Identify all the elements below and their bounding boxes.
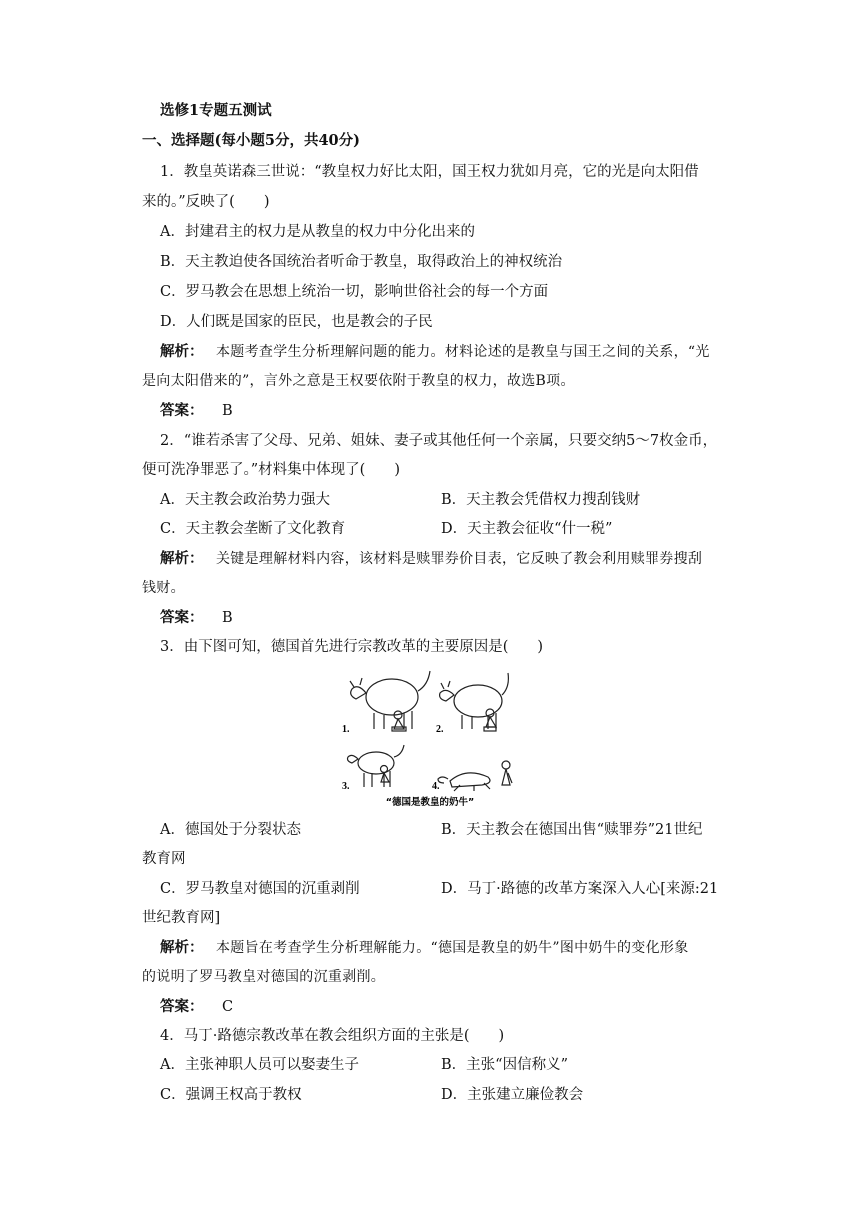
q3-analysis-line2: 的说明了罗马教皇对德国的沉重剥削。 (142, 969, 386, 985)
q1-option-b: B．天主教迫使各国统治者听命于教皇，取得政治上的神权统治 (160, 254, 563, 270)
q4-option-a: A．主张神职人员可以娶妻生子 (160, 1057, 359, 1073)
q1-option-a: A．封建君主的权力是从教皇的权力中分化出来的 (160, 224, 475, 240)
q2-analysis-label: 解析： (160, 550, 204, 567)
panel-label-2: 2. (436, 724, 444, 735)
q1-analysis-line1: 本题考查学生分析理解问题的能力。材料论述的是教皇与国王之间的关系，“光 (216, 344, 710, 360)
panel-label-3: 3. (342, 781, 350, 792)
section-heading: 一、选择题(每小题5分，共40分) (142, 132, 360, 149)
q3-answer: C (222, 999, 234, 1015)
q3-analysis-line1: 本题旨在考查学生分析理解能力。“德国是教皇的奶牛”图中奶牛的变化形象 (216, 940, 689, 956)
q3-answer-label: 答案： (160, 998, 204, 1015)
q1-stem-line1: 1．教皇英诺森三世说：“教皇权力好比太阳，国王权力犹如月亮，它的光是向太阳借 (160, 164, 699, 180)
q2-option-a: A．天主教会政治势力强大 (160, 492, 330, 508)
doc-title: 选修1专题五测试 (160, 102, 272, 119)
q1-answer: B (222, 403, 233, 419)
cartoon-figure (340, 665, 520, 810)
panel-label-4: 4. (432, 781, 440, 792)
q3-option-d-line1: D．马丁·路德的改革方案深入人心[来源:21 (441, 881, 719, 897)
q2-stem-line2: 便可洗净罪恶了。”材料集中体现了( ) (142, 462, 400, 478)
q2-option-b: B．天主教会凭借权力搜刮钱财 (441, 492, 641, 508)
q2-analysis-line2: 钱财。 (142, 580, 185, 596)
q2-answer: B (222, 610, 233, 626)
q3-option-c: C．罗马教皇对德国的沉重剥削 (160, 881, 360, 897)
panel-label-1: 1. (342, 724, 350, 735)
q2-analysis-line1: 关键是理解材料内容，该材料是赎罪券价目表，它反映了教会利用赎罪券搜刮 (216, 551, 703, 567)
q1-option-d: D．人们既是国家的臣民，也是教会的子民 (160, 314, 433, 330)
q2-option-d: D．天主教会征收“什一税” (441, 521, 613, 537)
q1-answer-label: 答案： (160, 402, 204, 419)
q1-analysis-label: 解析： (160, 343, 204, 360)
q3-option-b-line2: 教育网 (142, 851, 186, 867)
q1-option-c: C．罗马教会在思想上统治一切，影响世俗社会的每一个方面 (160, 284, 549, 300)
q3-analysis-label: 解析： (160, 939, 204, 956)
q4-option-b: B．主张“因信称义” (441, 1057, 568, 1073)
q3-stem: 3．由下图可知，德国首先进行宗教改革的主要原因是( ) (160, 639, 544, 655)
q3-option-a: A．德国处于分裂状态 (160, 822, 301, 838)
q3-option-d-line2: 世纪教育网] (142, 910, 221, 926)
q1-analysis-line2: 是向太阳借来的”，言外之意是王权要依附于教皇的权力，故选B项。 (142, 373, 575, 389)
q2-stem-line1: 2．“谁若杀害了父母、兄弟、姐妹、妻子或其他任何一个亲属，只要交纳5～7枚金币， (160, 433, 718, 449)
q3-option-b-line1: B．天主教会在德国出售“赎罪券”21世纪 (441, 822, 703, 838)
q4-option-d: D．主张建立廉俭教会 (441, 1087, 584, 1103)
q4-stem: 4．马丁·路德宗教改革在教会组织方面的主张是( ) (160, 1028, 505, 1044)
q2-answer-label: 答案： (160, 609, 204, 626)
q2-option-c: C．天主教会垄断了文化教育 (160, 521, 346, 537)
q1-stem-line2: 来的。”反映了( ) (142, 194, 270, 210)
cow-cartoon-image (340, 665, 520, 810)
figure-caption: “德国是教皇的奶牛” (385, 797, 475, 808)
q4-option-c: C．强调王权高于教权 (160, 1087, 302, 1103)
